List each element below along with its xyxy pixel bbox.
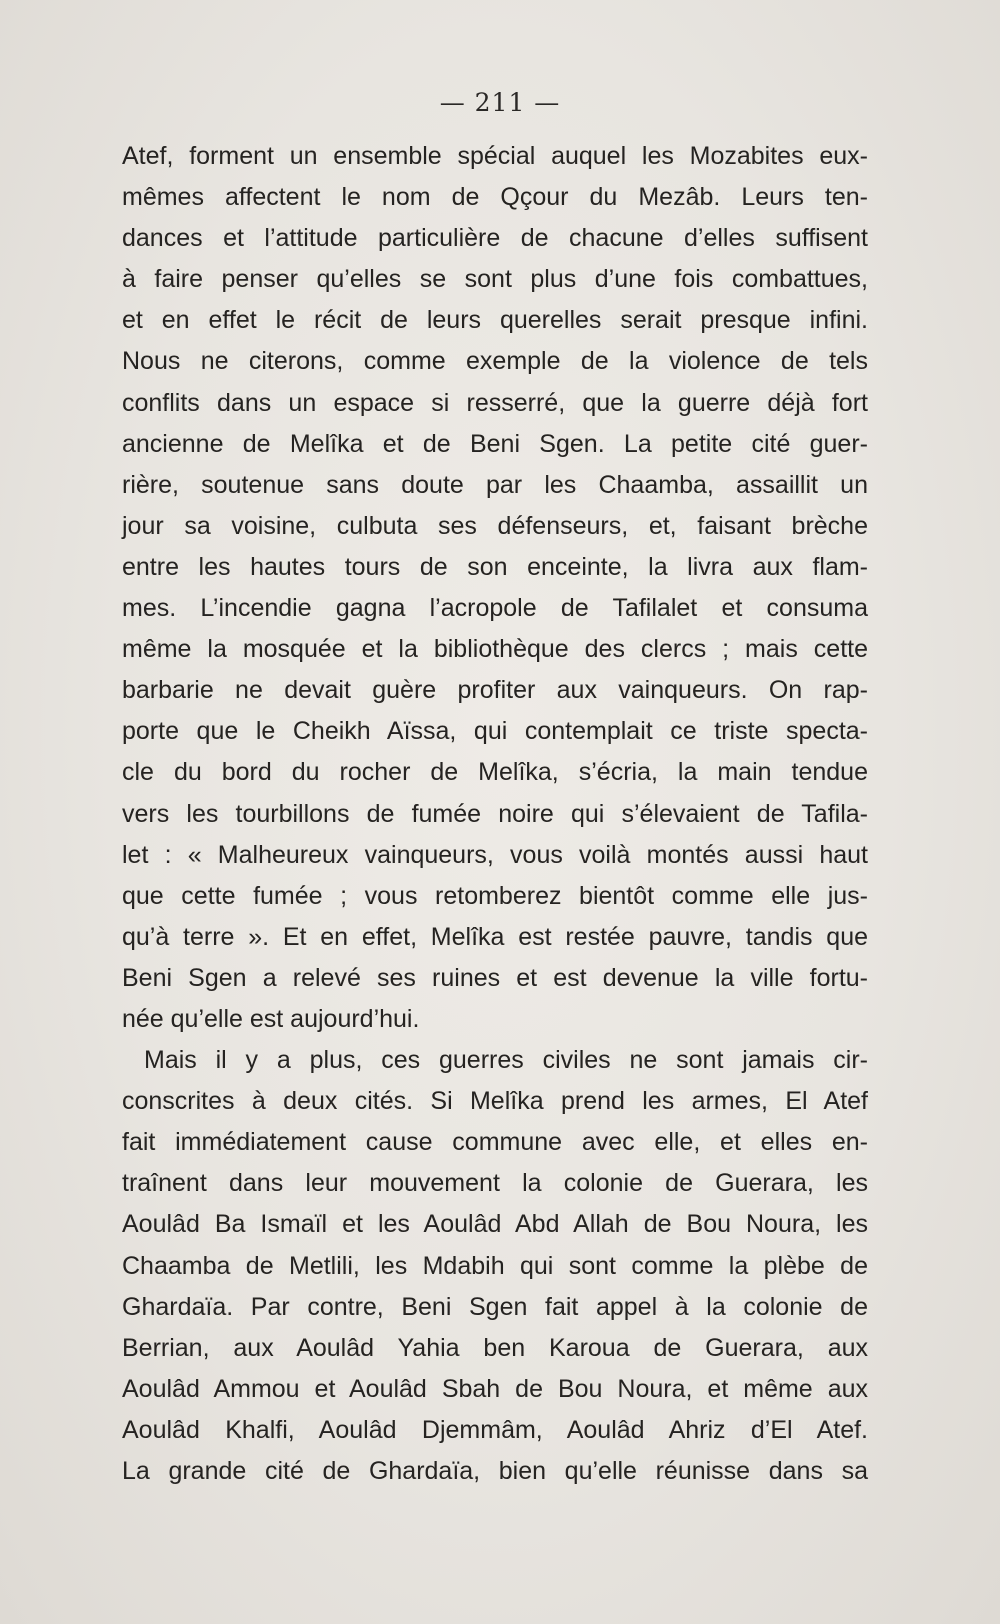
text-line: Nous ne citerons, comme exemple de la violence de tels [122, 347, 868, 376]
text-line: mes. L’incendie gagna l’acropole de Tafilalet et consuma [122, 594, 868, 623]
text-line: fait immédiatement cause commune avec elle, et elles en- [122, 1128, 868, 1157]
text-line: Chaamba de Metlili, les Mdabih qui sont comme la plèbe de [122, 1251, 868, 1280]
text-line: let : « Malheureux vainqueurs, vous voilà montés aussi haut [122, 840, 868, 869]
text-line: conflits dans un espace si resserré, que la guerre déjà fort [122, 388, 868, 417]
text-line: qu’à terre ». Et en effet, Melîka est restée pauvre, tandis que [122, 922, 868, 951]
text-line: Berrian, aux Aoulâd Yahia ben Karoua de Guerara, aux [122, 1333, 868, 1362]
text-line: rière, soutenue sans doute par les Chaamba, assaillit un [122, 470, 868, 499]
text-line: Atef, forment un ensemble spécial auquel les Mozabites eux- [122, 142, 868, 170]
text-line: vers les tourbillons de fumée noire qui s’élevaient de Tafila- [122, 799, 868, 828]
text-line: La grande cité de Ghardaïa, bien qu’elle réunisse dans sa [122, 1457, 868, 1485]
text-line: Beni Sgen a relevé ses ruines et est devenue la ville fortu- [122, 963, 868, 992]
text-line: conscrites à deux cités. Si Melîka prend les armes, El Atef [122, 1087, 868, 1116]
text-line: à faire penser qu’elles se sont plus d’une fois combattues, [122, 265, 868, 294]
text-line: ancienne de Melîka et de Beni Sgen. La petite cité guer- [122, 429, 868, 458]
page-number: — 211 — [439, 88, 561, 117]
text-line: Mais il y a plus, ces guerres civiles ne sont jamais cir- [144, 1046, 868, 1075]
text-line: Aoulâd Khalfi, Aoulâd Djemmâm, Aoulâd Ahriz d’El Atef. [122, 1415, 868, 1444]
text-line: même la mosquée et la bibliothèque des clercs ; mais cette [122, 635, 868, 664]
text-line: née qu’elle est aujourd’hui. [122, 1004, 420, 1033]
text-line: traînent dans leur mouvement la colonie de Guerara, les [122, 1169, 868, 1198]
text-line: cle du bord du rocher de Melîka, s’écria, la main tendue [122, 758, 868, 787]
body-text [122, 136, 868, 1492]
text-line: Aoulâd Ba Ismaïl et les Aoulâd Abd Allah de Bou Noura, les [122, 1210, 868, 1239]
text-line: porte que le Cheikh Aïssa, qui contemplait ce triste specta- [122, 717, 868, 746]
text-line: mêmes affectent le nom de Qçour du Mezâb. Leurs ten- [122, 183, 868, 212]
text-line: barbarie ne devait guère profiter aux vainqueurs. On rap- [122, 676, 868, 705]
text-line: que cette fumée ; vous retomberez bientôt comme elle jus- [122, 881, 868, 910]
text-line: jour sa voisine, culbuta ses défenseurs, et, faisant brèche [122, 511, 868, 540]
text-line: entre les hautes tours de son enceinte, la livra aux flam- [122, 552, 868, 581]
text-line: dances et l’attitude particulière de chacune d’elles suffisent [122, 224, 868, 253]
text-line: Aoulâd Ammou et Aoulâd Sbah de Bou Noura, et même aux [122, 1374, 868, 1403]
text-line: et en effet le récit de leurs querelles serait presque infini. [122, 306, 868, 335]
text-line: Ghardaïa. Par contre, Beni Sgen fait appel à la colonie de [122, 1292, 868, 1321]
